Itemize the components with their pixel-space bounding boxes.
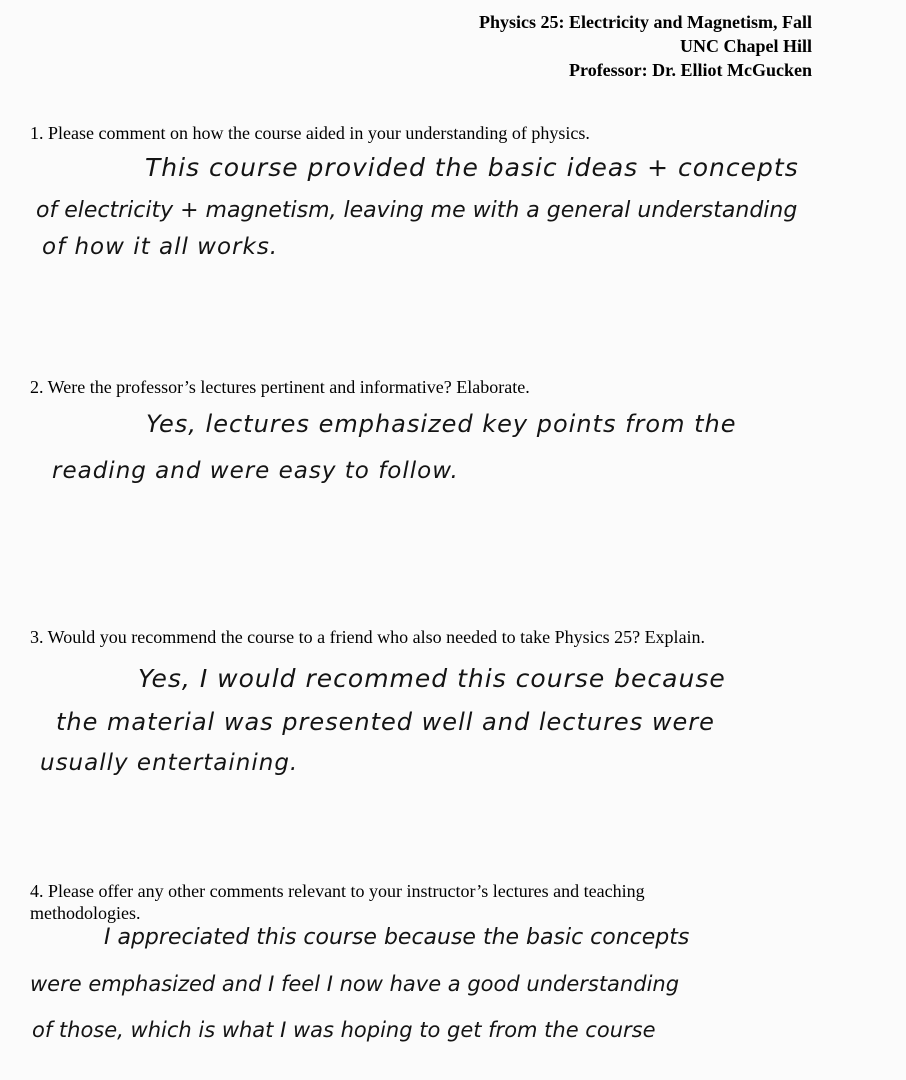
professor-name: Professor: Dr. Elliot McGucken (569, 60, 812, 80)
answer-line: the material was presented well and lectures were (56, 708, 715, 736)
answer-line: of those, which is what I was hoping to get from the course (32, 1018, 656, 1042)
university-name: UNC Chapel Hill (679, 36, 812, 56)
answer-line: Yes, lectures emphasized key points from the (146, 410, 737, 438)
answer-line: usually entertaining. (40, 750, 299, 776)
answer-line: of electricity + magnetism, leaving me with a general understanding (36, 198, 798, 223)
course-title: Physics 25: Electricity and Magnetism, Fall (479, 12, 812, 32)
question-1-prompt: 1. Please comment on how the course aided in your understanding of physics. (30, 123, 590, 143)
answer-line: reading and were easy to follow. (52, 458, 459, 484)
answer-line: This course provided the basic ideas + concepts (145, 153, 799, 182)
answer-line: I appreciated this course because the basic concepts (104, 925, 690, 950)
answer-line: of how it all works. (42, 234, 279, 260)
question-4-prompt: 4. Please offer any other comments relevant to your instructor’s lectures and teaching methodologies. (30, 881, 645, 923)
answer-line: were emphasized and I feel I now have a good understanding (30, 972, 680, 996)
question-3-prompt: 3. Would you recommend the course to a friend who also needed to take Physics 25? Explain. (30, 627, 706, 647)
question-2-prompt: 2. Were the professor’s lectures pertinent and informative? Elaborate. (30, 377, 530, 397)
document-header (479, 10, 812, 82)
answer-line: Yes, I would recommed this course because (138, 664, 726, 693)
